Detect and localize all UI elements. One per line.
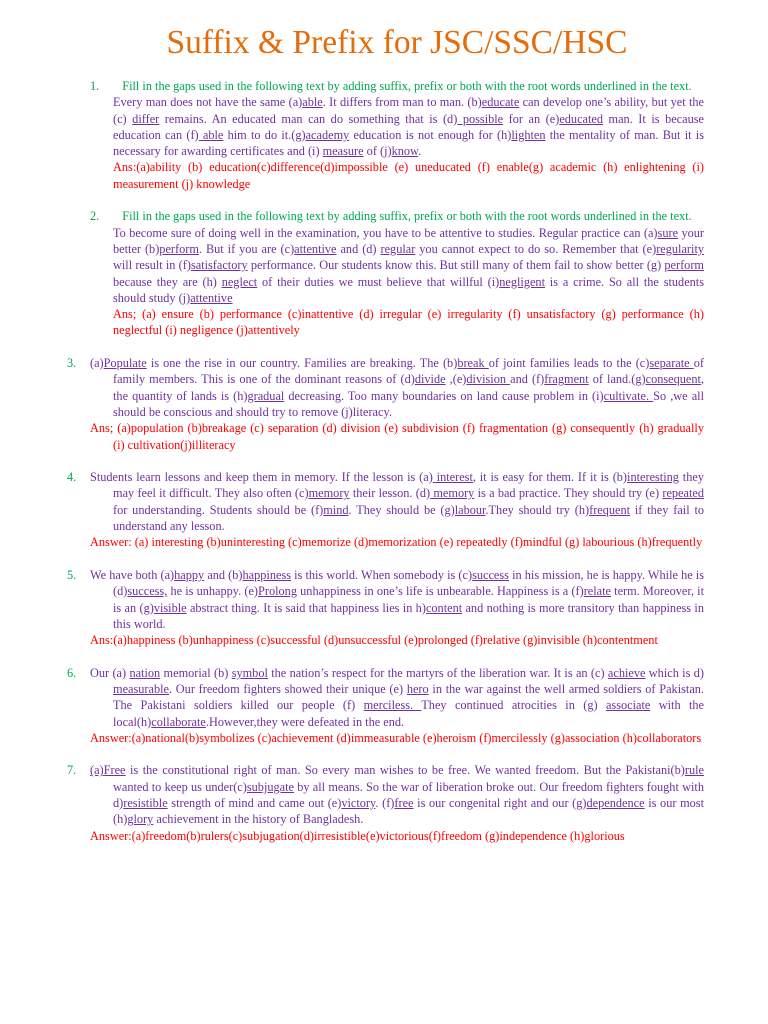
root-word: interesting <box>627 470 679 485</box>
root-word: perform <box>664 258 704 273</box>
exercise-instruction: 2. Fill in the gaps used in the following text by adding suffix, prefix or both with the root words underlined in the text. <box>90 209 692 224</box>
root-word: perform <box>159 241 199 256</box>
exercise-5 <box>67 567 704 648</box>
exercise-answer: Ans; (a)population (b)breakage (c) separation (d) division (e) subdivision (f) fragmentation (g) consequently (h) gradually (i) cultivation(j)illiteracy <box>90 421 704 452</box>
root-word: divide <box>414 372 446 387</box>
exercise-passage: 3. (a)Populate is one the rise in our country. Families are breaking. The (b)break of joint families leads to the (c)separate of family members. This is one of the dominant reasons of (d)divide ,(e)division and (f)fragment of land.(g)consequent, the quantity of lands is (h)gradual decreasing. Too many boundaries on land cause problem in (i)cultivate. So ,we all should be conscious and should try to remove (j)literacy. <box>67 356 705 419</box>
root-word: happiness <box>242 567 292 582</box>
exercise-list <box>67 78 705 844</box>
root-word: success, <box>127 584 168 599</box>
exercise-passage: To become sure of doing well in the examination, you have to be attentive to studies. Regular practice can (a)sure your better (b)perform. But if you are (c)attentive and (d) regular you cannot expect to do so. Remember that (e)regularity will result in (f)satisfactory performance. Our students know this. But still many of them fail to show better (g) perform because they are (h) neglect of their duties we must believe that willful (i)negligent is a crime. So all the students should study (j)attentive <box>113 225 705 305</box>
root-word: fragment <box>544 372 589 387</box>
root-word: subjugate <box>246 779 294 794</box>
exercise-number: 1. <box>90 79 100 93</box>
root-word: visible <box>153 600 187 615</box>
answer-label: Ans: <box>113 160 137 175</box>
exercise-passage: 6. Our (a) nation memorial (b) symbol the nation’s respect for the martyrs of the liberation war. It is an (c) achieve which is d) measurable. Our freedom fighters showed their unique (e) hero in the war against the well armed soldiers of Pakistan. The Pakistani soldiers killed our people (f) merciless. They continued atrocities in (g) associate with the local(h)collaborate.However,they were defeated in the end. <box>67 665 704 729</box>
exercise-passage: 5. We have both (a)happy and (b)happiness is this world. When somebody is (c)success in his mission, he is happy. While he is (d)success, he is unhappy. (e)Prolong unhappiness in one’s life is unbearable. Happiness is a (f)relate term. Moreover, it is an (g)visible abstract thing. It is said that happiness lies in h)content and nothing is more transitory than happiness in this world. <box>67 567 704 631</box>
root-word: consequent <box>645 372 701 387</box>
exercise-answer: Ans; (a) ensure (b) performance (c)inattentive (d) irregular (e) irregularity (f) unsatisfactory (g) performance (h) neglectful (i) negligence (j)attentively <box>113 307 704 338</box>
root-word: division <box>466 372 511 387</box>
root-word: neglect <box>221 274 258 289</box>
exercise-7 <box>67 762 705 843</box>
root-word: labour <box>454 502 486 517</box>
exercise-6 <box>67 665 704 746</box>
exercise-1 <box>90 78 704 192</box>
root-word: educated <box>559 111 604 126</box>
root-word: separate <box>649 356 694 371</box>
root-word: Populate <box>103 356 147 371</box>
root-word: dependence <box>586 796 645 811</box>
exercise-answer: Answer: (a) interesting (b)uninteresting (c)memorize (d)memorization (e) repeatedly (f)mindful (g) labourious (h)frequently <box>90 535 703 550</box>
exercise-instruction: 1. Fill in the gaps used in the following text by adding suffix, prefix or both with the root words underlined in the text. <box>90 79 692 93</box>
root-word: gradual <box>247 388 285 403</box>
root-word: educate <box>481 95 520 110</box>
root-word: symbol <box>231 665 268 680</box>
exercise-number: 6. <box>67 665 77 680</box>
exercise-4 <box>67 469 705 550</box>
root-word: success <box>472 567 509 582</box>
exercise-passage: 7. (a)Free is the constitutional right of man. So every man wishes to be free. We wanted freedom. But the Pakistani(b)rule wanted to keep us under(c)subjugate by all means. So the war of liberation broke out. Our freedom fighters fought with d)resistible strength of mind and came out (e)victory. (f)free is our congenital right and our (g)dependence is our most (h)glory achievement in the history of Bangladesh. <box>67 763 705 827</box>
exercise-answer: Ans:(a)happiness (b)unhappiness (c)successful (d)unsuccessful (e)prolonged (f)relative (g)invisible (h)contentment <box>90 633 658 648</box>
root-word: collaborate <box>151 714 206 729</box>
root-word: happy <box>174 567 205 582</box>
exercise-passage: Every man does not have the same (a)able. It differs from man to man. (b)educate can develop one’s ability, but yet the (c) differ remains. An educated man can do something that is (d) possible for an (e)educated man. It is because education can (f) able him to do it.(g)academy education is not enough for (h)lighten the mentality of man. But it is necessary for awarding certificates and (i) measure of (j)know. <box>113 95 704 159</box>
root-word: sure <box>657 225 679 240</box>
root-word: cultivate. <box>603 388 654 403</box>
root-word: know <box>391 144 419 159</box>
exercise-answer: Answer:(a)freedom(b)rulers(c)subjugation(d)irresistible(e)victorious(f)freedom (g)independence (h)glorious <box>90 828 625 843</box>
root-word: nation <box>129 665 161 680</box>
root-word: Prolong <box>258 584 297 599</box>
exercise-2 <box>90 208 705 338</box>
exercise-number: 3. <box>67 356 77 371</box>
root-word: hero <box>406 681 429 696</box>
exercise-number: 2. <box>90 209 100 224</box>
root-word: regular <box>380 241 416 256</box>
root-word: free <box>394 796 414 811</box>
root-word: break <box>457 356 489 371</box>
root-word: differ <box>132 111 160 126</box>
exercise-number: 7. <box>67 763 77 778</box>
root-word: (a)Free <box>90 763 126 778</box>
root-word: resistible <box>123 796 168 811</box>
root-word: able <box>198 127 224 142</box>
root-word: merciless. <box>363 698 422 713</box>
exercise-number: 5. <box>67 567 77 582</box>
root-word: frequent <box>589 502 631 517</box>
root-word: interest <box>432 470 473 485</box>
root-word: memory <box>308 486 350 501</box>
root-word: attentive <box>294 241 337 256</box>
root-word: academy <box>305 127 350 142</box>
root-word: memory <box>430 486 475 501</box>
exercise-answer: Answer:(a)national(b)symbolizes (c)achievement (d)immeasurable (e)heroism (f)mercilessly (g)association (h)collaborators <box>90 730 702 745</box>
root-word: victory <box>341 796 376 811</box>
root-word: glory <box>127 812 154 827</box>
root-word: measure <box>322 144 364 159</box>
page-title: Suffix & Prefix for JSC/SSC/HSC <box>166 24 628 61</box>
root-word: associate <box>605 698 651 713</box>
root-word: attentive <box>190 290 233 305</box>
exercise-answer: Ans:(a)ability (b) education(c)difference(d)impossible (e) uneducated (f) enable(g) academic (h) enlightening (i) measurement (j) knowledge <box>113 160 704 191</box>
root-word: negligent <box>499 274 545 289</box>
root-word: measurable <box>113 681 169 696</box>
root-word: satisfactory <box>190 258 248 273</box>
root-word: relate <box>583 584 611 599</box>
root-word: regularity <box>656 241 705 256</box>
exercise-number: 4. <box>67 470 77 485</box>
root-word: lighten <box>511 127 546 142</box>
root-word: rule <box>684 763 704 778</box>
root-word: content <box>425 600 463 615</box>
root-word: achieve <box>607 665 646 680</box>
root-word: possible <box>457 111 504 126</box>
root-word: repeated <box>662 486 704 501</box>
exercise-passage: 4. Students learn lessons and keep them in memory. If the lesson is (a) interest, it is easy for them. If it is (b)interesting they may feel it difficult. They also often (c)memory their lesson. (d) memory is a bad practice. They should try (e) repeated for understanding. Students should be (f)mind. They should be (g)labour.They should try (h)frequent if they fail to understand any lesson. <box>67 470 705 534</box>
root-word: mind <box>323 502 349 517</box>
root-word: able <box>302 95 323 110</box>
exercise-3 <box>67 355 705 453</box>
